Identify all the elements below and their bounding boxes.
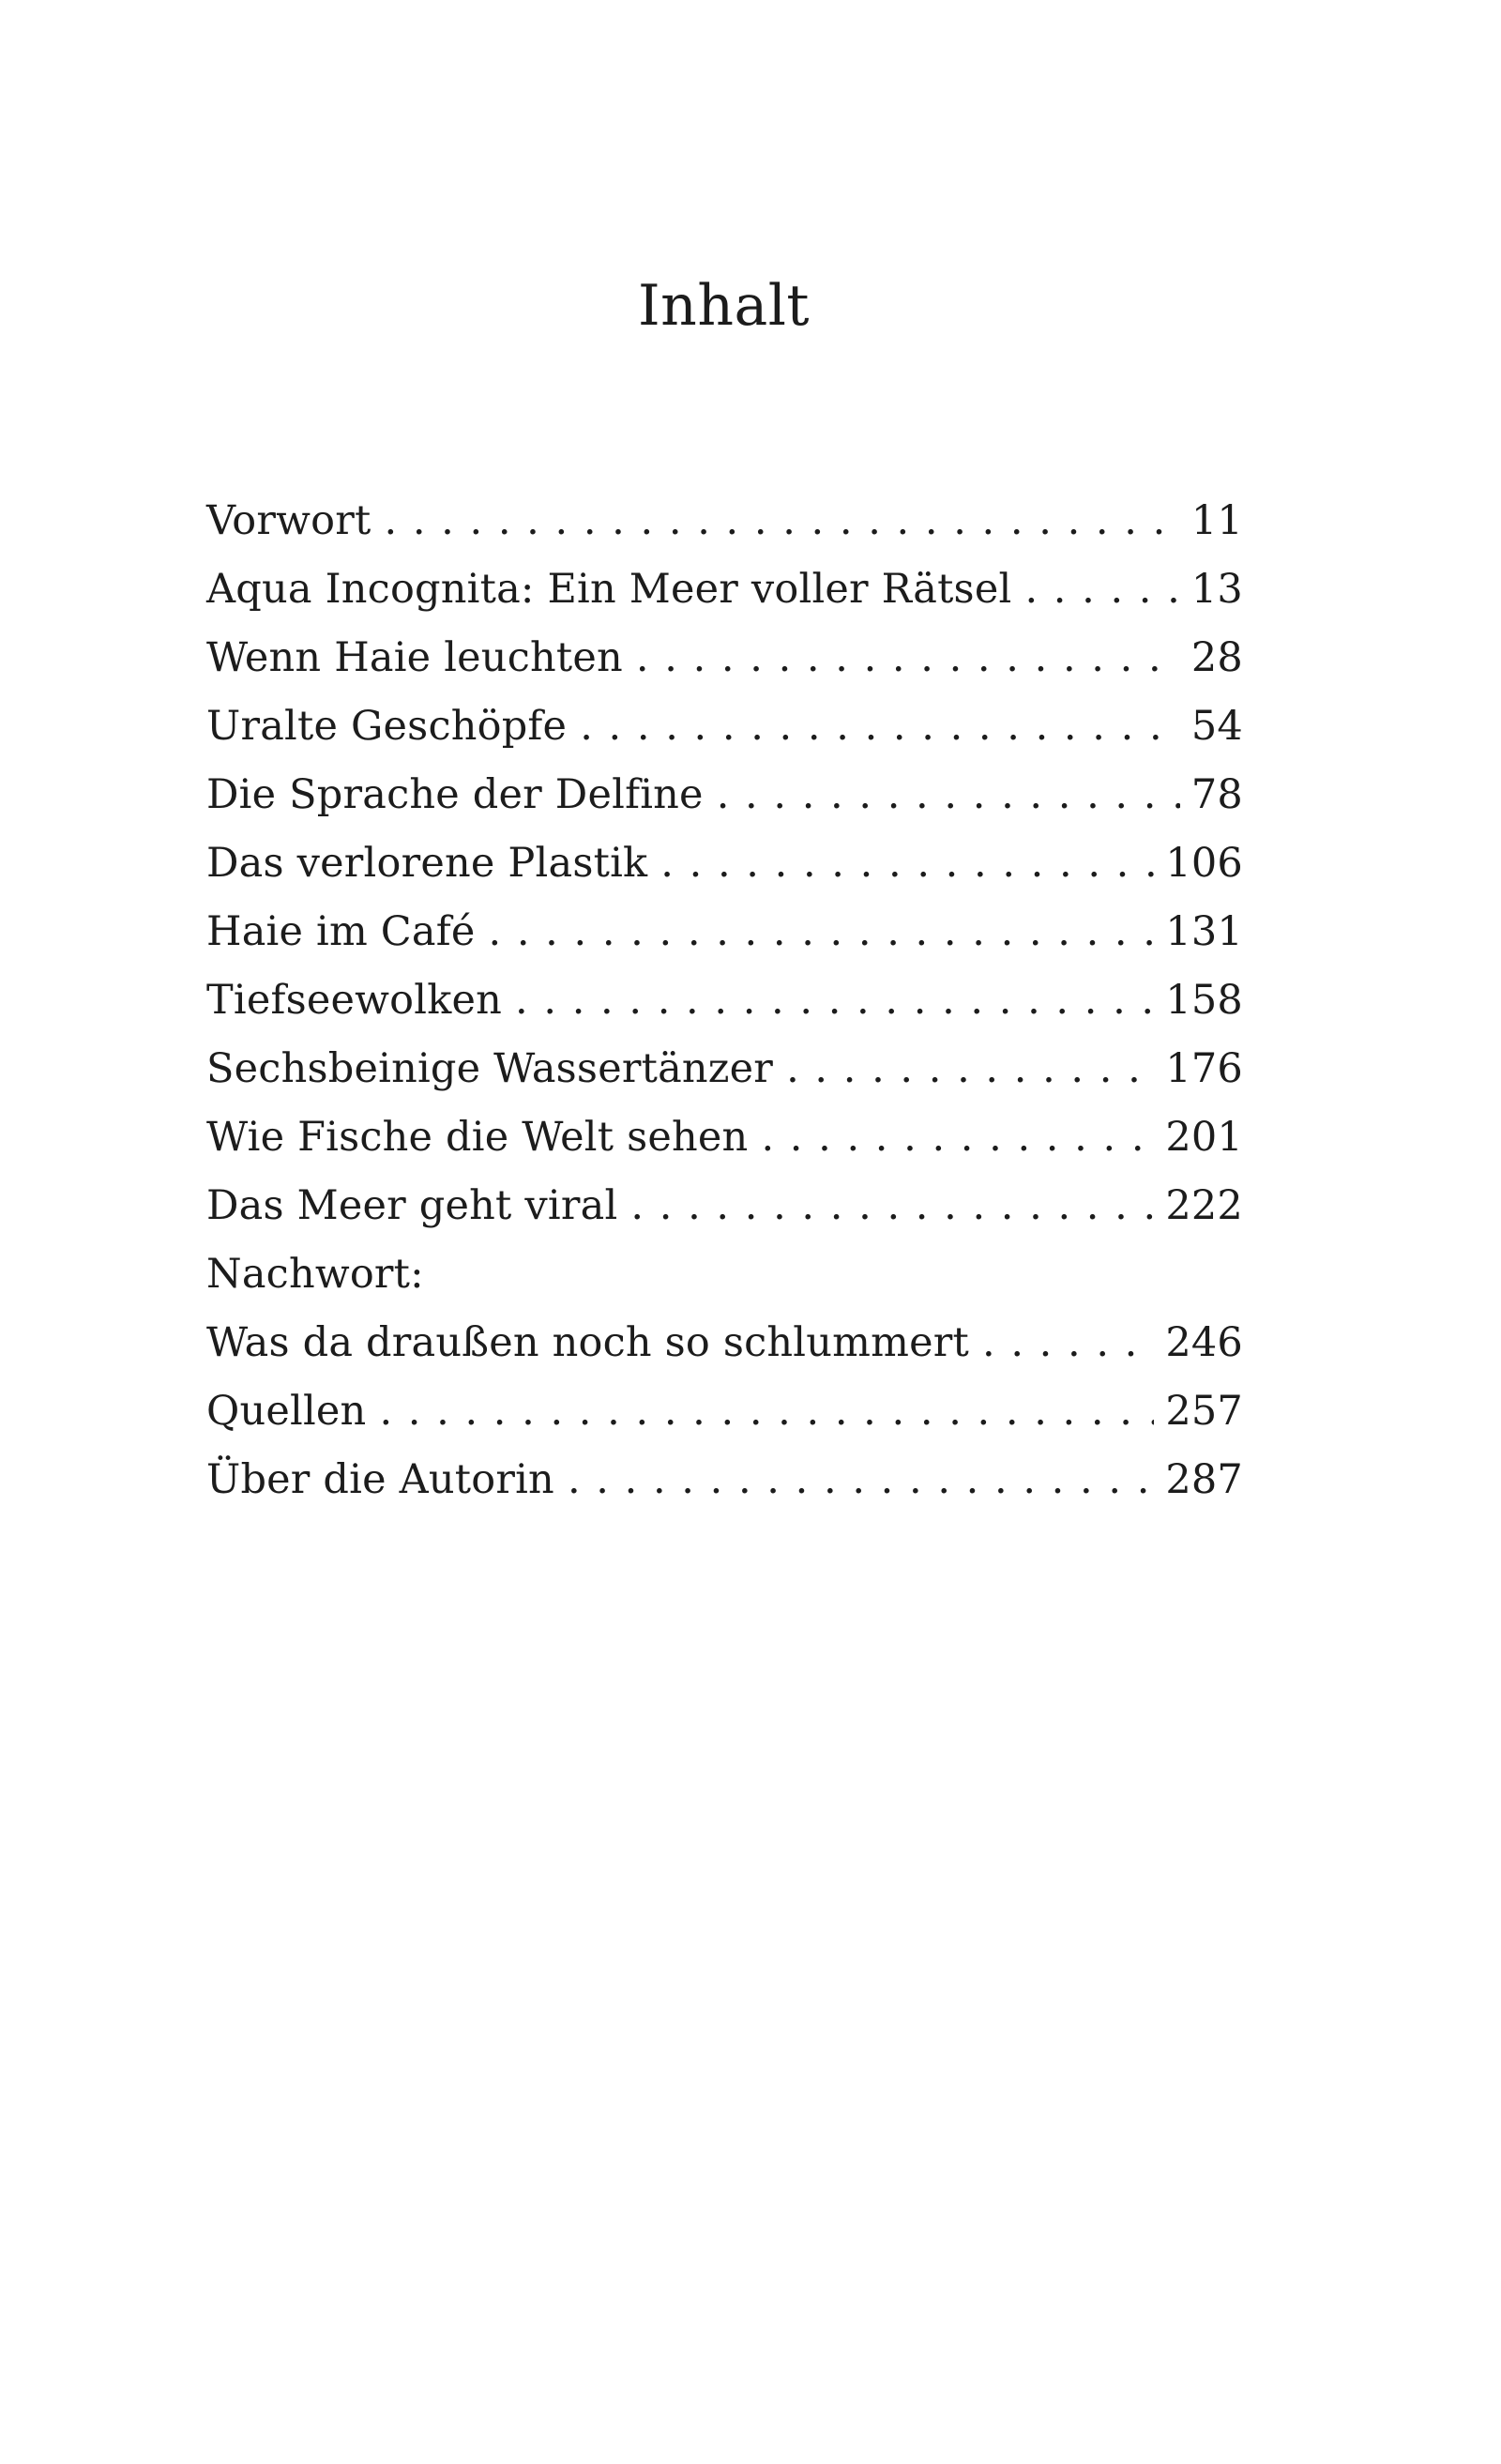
toc-entry-page: 106 [1165, 839, 1243, 887]
toc-entry-title: Über die Autorin [206, 1455, 554, 1503]
toc-entry-page: 28 [1190, 633, 1243, 681]
toc-entry-title: Tiefseewolken [206, 976, 503, 1024]
toc-entry [206, 1376, 1243, 1445]
toc-entry-page: 13 [1190, 565, 1243, 613]
toc-entry [206, 1171, 1243, 1240]
toc-entry [206, 623, 1243, 692]
dot-leader [568, 1456, 1154, 1503]
toc-entry-page: 131 [1165, 907, 1243, 955]
toc-entry [206, 1308, 1243, 1376]
toc-entry [206, 555, 1243, 623]
table-of-contents [206, 486, 1243, 1513]
toc-entry [206, 829, 1243, 897]
toc-entry-title: Quellen [206, 1387, 367, 1435]
toc-entry-title: Die Sprache der Delfine [206, 770, 704, 818]
toc-entry [206, 1445, 1243, 1513]
toc-entry [206, 486, 1243, 555]
toc-entry-page: 176 [1165, 1044, 1243, 1092]
toc-entry-title: Sechsbeinige Wassertänzer [206, 1044, 774, 1092]
dot-leader [489, 908, 1155, 955]
toc-entry-title: Uralte Geschöpfe [206, 702, 568, 750]
toc-entry [206, 1103, 1243, 1171]
toc-entry [206, 760, 1243, 829]
toc-entry [206, 1034, 1243, 1103]
toc-entry [206, 692, 1243, 760]
toc-entry-title: Nachwort: [206, 1250, 424, 1298]
toc-entry [206, 897, 1243, 966]
dot-leader [384, 497, 1179, 544]
dot-leader [515, 977, 1154, 1024]
dot-leader [636, 634, 1180, 681]
toc-entry-heading [206, 1240, 1243, 1308]
toc-entry-title: Haie im Café [206, 907, 476, 955]
toc-entry-title: Das verlorene Plastik [206, 839, 648, 887]
toc-entry-title: Wenn Haie leuchten [206, 633, 623, 681]
toc-entry-page: 257 [1165, 1387, 1243, 1435]
dot-leader [982, 1319, 1154, 1366]
toc-entry-page: 54 [1190, 702, 1243, 750]
dot-leader [660, 840, 1154, 887]
toc-entry-page: 11 [1190, 496, 1243, 544]
toc-entry-page: 201 [1165, 1113, 1243, 1161]
dot-leader [761, 1114, 1154, 1161]
toc-entry-page: 222 [1165, 1181, 1243, 1229]
toc-entry-page: 246 [1165, 1318, 1243, 1366]
toc-entry-title: Wie Fische die Welt sehen [206, 1113, 749, 1161]
toc-entry-page: 287 [1165, 1455, 1243, 1503]
toc-entry-page: 158 [1165, 976, 1243, 1024]
toc-entry-page: 78 [1190, 770, 1243, 818]
toc-entry [206, 966, 1243, 1034]
toc-entry-title: Was da draußen noch so schlummert [206, 1318, 969, 1366]
toc-entry-title: Aqua Incognita: Ein Meer voller Rätsel [206, 565, 1012, 613]
dot-leader [580, 703, 1180, 750]
dot-leader [786, 1045, 1154, 1092]
dot-leader [1024, 566, 1179, 613]
toc-entry-title: Das Meer geht viral [206, 1181, 618, 1229]
toc-entry-title: Vorwort [206, 496, 371, 544]
page-title: Inhalt [637, 273, 811, 339]
dot-leader [717, 771, 1180, 818]
dot-leader [630, 1182, 1154, 1229]
dot-leader [379, 1388, 1154, 1435]
